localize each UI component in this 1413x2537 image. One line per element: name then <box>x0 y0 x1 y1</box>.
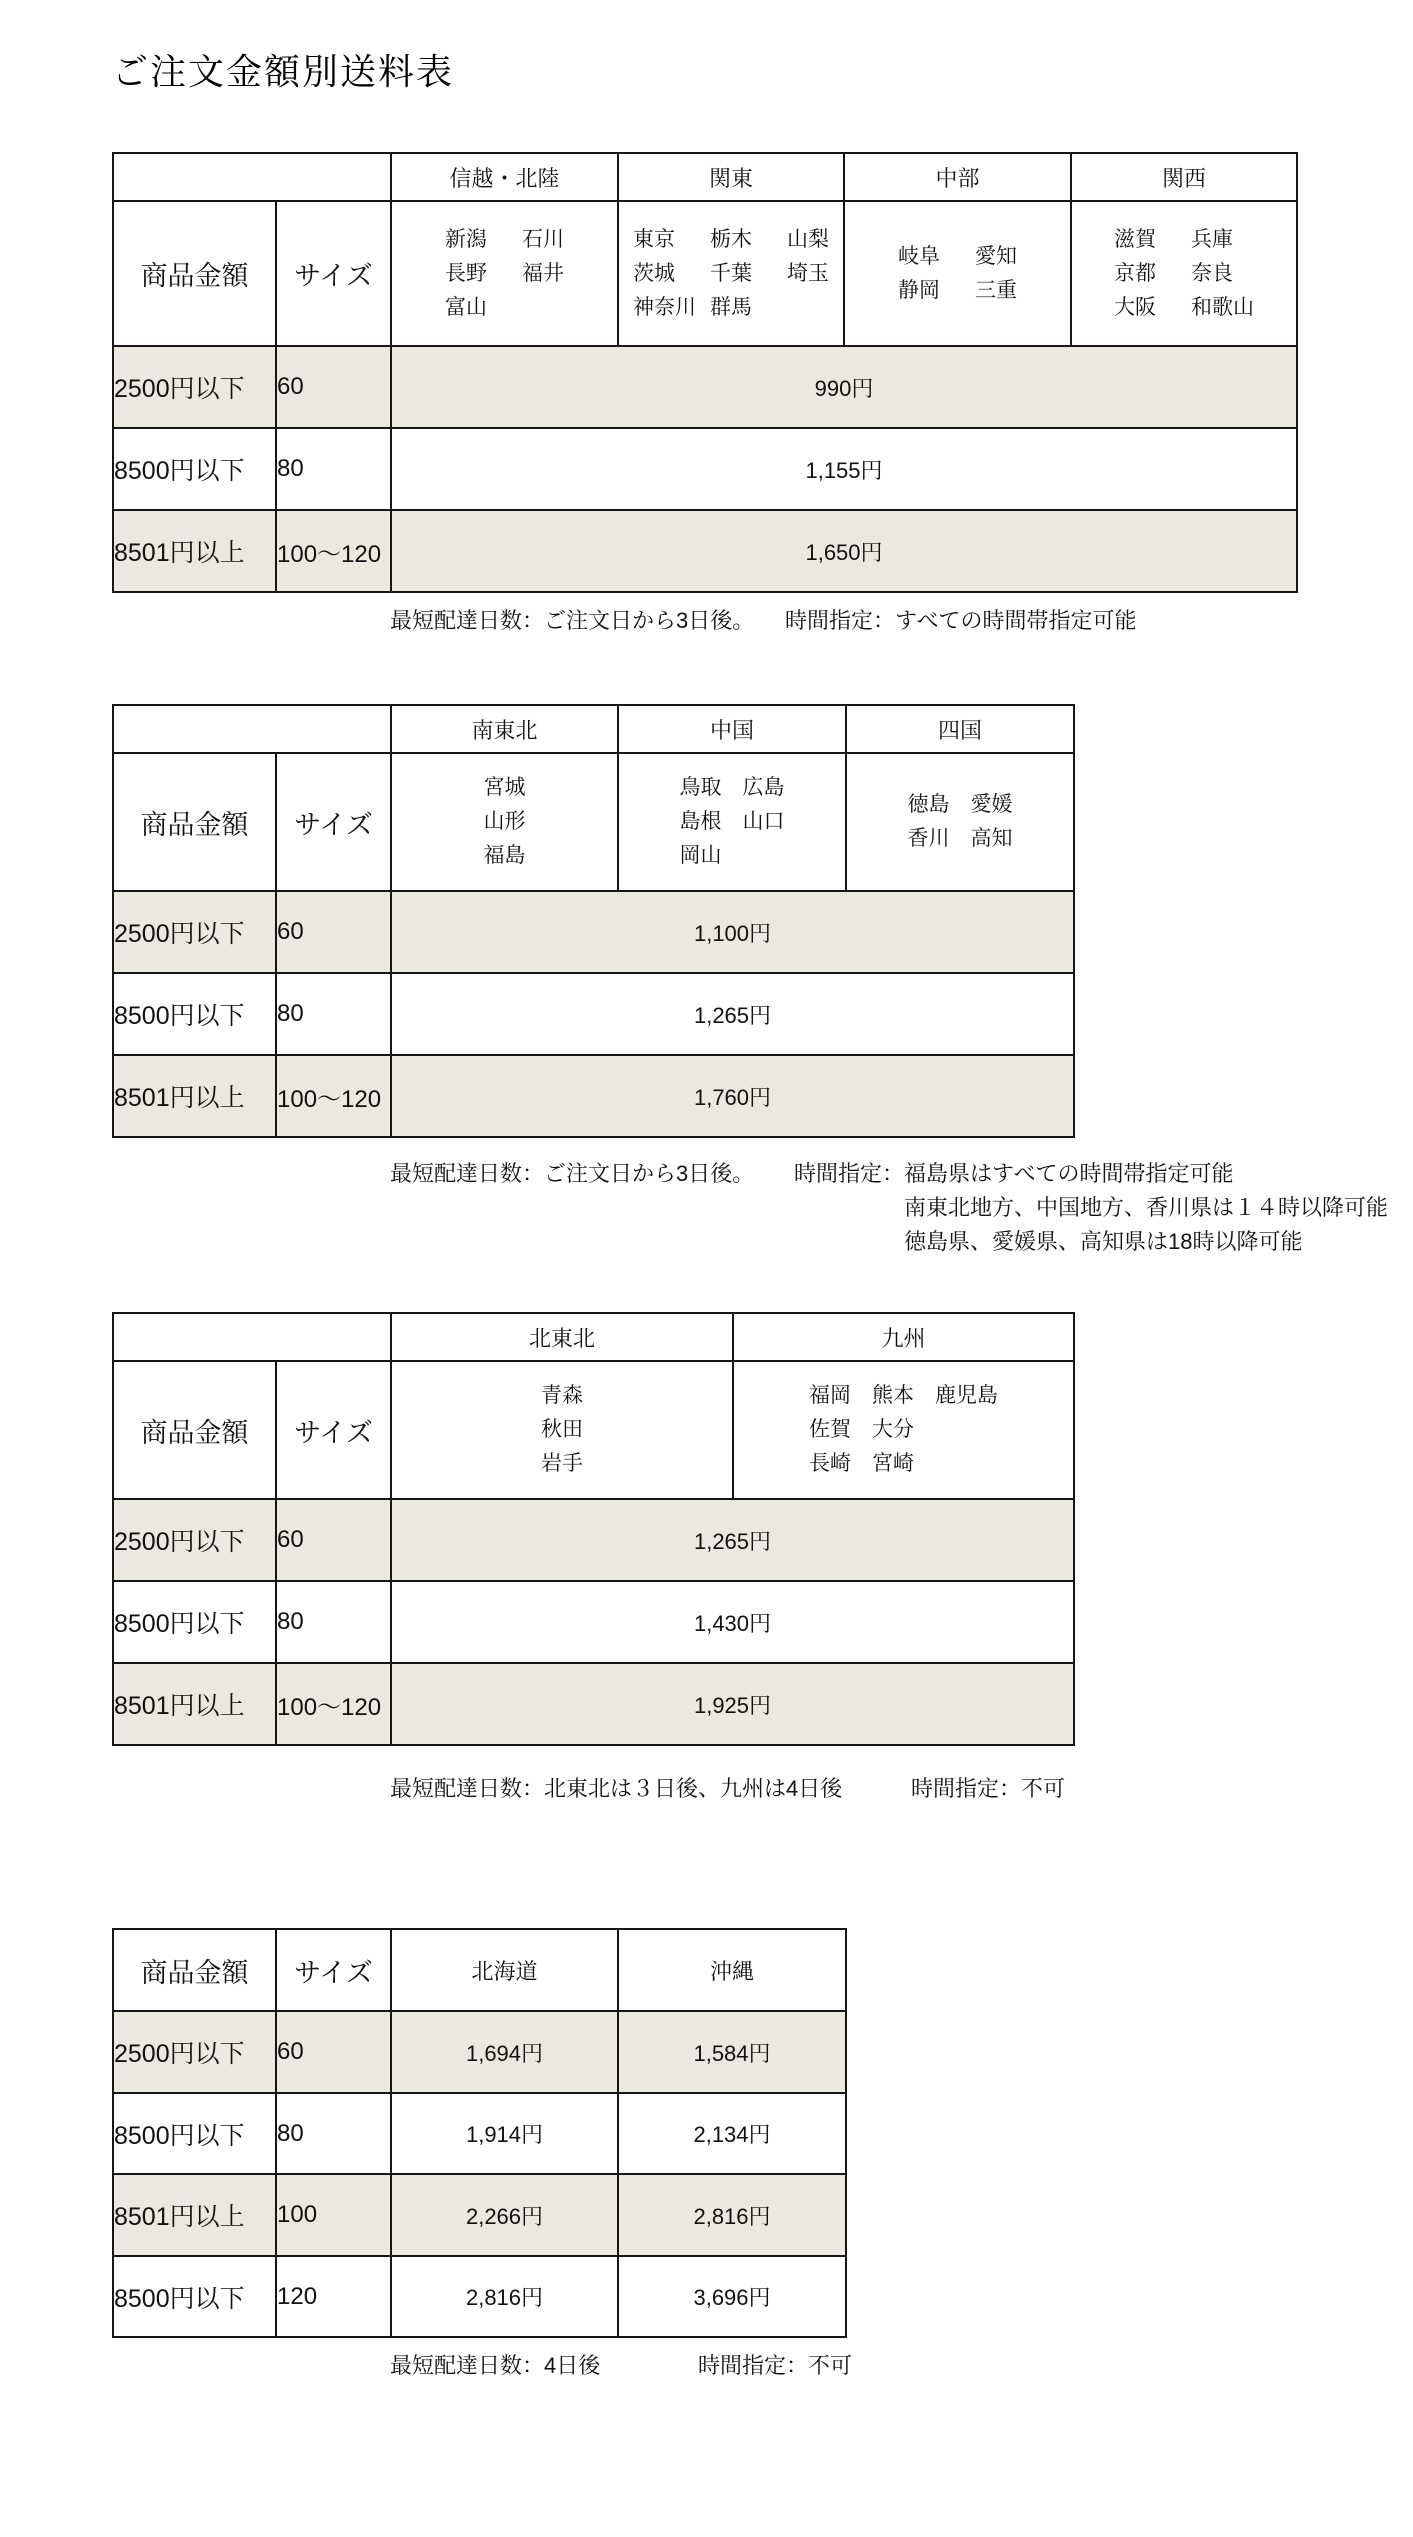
size-cell: 100〜120 <box>276 1663 391 1745</box>
size-cell: 60 <box>276 891 391 973</box>
prefecture-name: 千葉 <box>710 261 752 285</box>
amount-range-cell: 8500円以下 <box>113 2256 276 2337</box>
shipping-table-kitatohoku-kyushu <box>112 1312 1075 1746</box>
amount-range-cell: 8500円以下 <box>113 973 276 1055</box>
fee-row <box>113 973 1074 1055</box>
size-cell: 80 <box>276 973 391 1055</box>
prefecture-cell <box>391 1361 733 1499</box>
prefecture-column <box>898 240 975 308</box>
prefecture-column <box>680 771 743 873</box>
amount-header: 商品金額 <box>113 201 276 346</box>
shipping-table-minamitohoku-chugoku-shikoku <box>112 704 1075 1138</box>
prefecture-column <box>1114 223 1191 325</box>
prefecture-name: 三重 <box>975 278 1017 302</box>
amount-range-cell: 8501円以上 <box>113 1663 276 1745</box>
prefecture-name: 宮崎 <box>872 1452 914 1475</box>
size-header: サイズ <box>276 201 391 346</box>
prefecture-name: 茨城 <box>633 261 675 285</box>
prefecture-name: 香川 <box>907 827 950 850</box>
table-corner-spacer <box>113 705 391 753</box>
region-header: 北東北 <box>391 1313 733 1361</box>
fee-row <box>113 1581 1074 1663</box>
region-header: 関東 <box>618 153 844 201</box>
prefecture-cell <box>846 753 1074 891</box>
prefecture-cell <box>1071 201 1297 346</box>
fee-row <box>113 1663 1074 1745</box>
region-header: 沖縄 <box>618 1929 846 2011</box>
prefecture-name: 鳥取 <box>679 776 722 799</box>
prefecture-column <box>787 223 829 291</box>
prefecture-cell <box>391 753 618 891</box>
size-header: サイズ <box>276 753 391 891</box>
prefecture-name: 愛媛 <box>970 793 1013 816</box>
column-header-row <box>113 753 1074 891</box>
prefecture-name: 山形 <box>483 810 526 833</box>
fee-row <box>113 2011 846 2093</box>
prefecture-name: 和歌山 <box>1191 295 1254 319</box>
prefecture-column <box>484 771 526 873</box>
prefecture-column <box>971 788 1013 856</box>
prefecture-name: 福島 <box>483 844 526 867</box>
prefecture-name: 長崎 <box>809 1452 851 1475</box>
fee-row <box>113 2174 846 2256</box>
prefecture-name: 岐阜 <box>898 244 940 268</box>
price-cell: 1,925円 <box>391 1663 1074 1745</box>
note-time-line: 時間指定：不可 <box>698 2353 853 2378</box>
prefecture-column <box>522 223 564 291</box>
prefecture-name: 広島 <box>742 776 785 799</box>
size-cell: 120 <box>276 2256 391 2337</box>
size-cell: 60 <box>276 1499 391 1581</box>
region-header: 北海道 <box>391 1929 618 2011</box>
prefecture-column <box>975 240 1017 308</box>
fee-row <box>113 2256 846 2337</box>
region-header: 四国 <box>846 705 1074 753</box>
prefecture-name: 石川 <box>522 227 564 251</box>
prefecture-name: 福岡 <box>809 1384 851 1407</box>
prefecture-column <box>935 1379 998 1413</box>
amount-range-cell: 8501円以上 <box>113 1055 276 1137</box>
prefecture-cell <box>733 1361 1074 1499</box>
prefecture-name: 青森 <box>541 1384 583 1407</box>
amount-header: 商品金額 <box>113 753 276 891</box>
region-header: 九州 <box>733 1313 1074 1361</box>
prefecture-column <box>541 1379 583 1481</box>
prefecture-name: 岡山 <box>679 844 722 867</box>
amount-range-cell: 8501円以上 <box>113 2174 276 2256</box>
table-corner-spacer <box>113 153 391 201</box>
prefecture-cell <box>618 753 846 891</box>
amount-range-cell: 2500円以下 <box>113 1499 276 1581</box>
prefecture-name: 神奈川 <box>633 295 696 319</box>
price-cell: 1,694円 <box>391 2011 618 2093</box>
amount-range-cell: 8501円以上 <box>113 510 276 592</box>
prefecture-name: 東京 <box>633 227 675 251</box>
size-cell: 80 <box>276 1581 391 1663</box>
region-header-row <box>113 1313 1074 1361</box>
prefecture-cell <box>844 201 1071 346</box>
prefecture-name: 福井 <box>522 261 564 285</box>
prefecture-name: 群馬 <box>710 295 752 319</box>
prefecture-column <box>743 771 785 839</box>
note-time-line: 南東北地方、中国地方、香川県は１４時以降可能 <box>904 1195 1389 1220</box>
prefecture-name: 埼玉 <box>787 261 829 285</box>
region-header: 信越・北陸 <box>391 153 618 201</box>
column-header-row <box>113 1361 1074 1499</box>
price-cell: 1,265円 <box>391 973 1074 1055</box>
fee-row <box>113 1055 1074 1137</box>
prefecture-name: 高知 <box>970 827 1013 850</box>
prefecture-name: 新潟 <box>445 227 487 251</box>
note-time <box>785 604 1137 638</box>
size-header: サイズ <box>276 1929 391 2011</box>
prefecture-name: 山口 <box>742 810 785 833</box>
note-delivery: 最短配達日数：ご注文日から3日後。 <box>390 1161 755 1186</box>
price-cell: 990円 <box>391 346 1297 428</box>
price-cell: 1,914円 <box>391 2093 618 2174</box>
size-cell: 60 <box>276 346 391 428</box>
fee-row <box>113 891 1074 973</box>
region-header: 関西 <box>1071 153 1297 201</box>
size-cell: 100〜120 <box>276 1055 391 1137</box>
note-delivery: 最短配達日数：ご注文日から3日後。 <box>390 608 755 633</box>
amount-range-cell: 8500円以下 <box>113 1581 276 1663</box>
prefecture-name: 大阪 <box>1114 295 1156 319</box>
prefecture-column <box>1191 223 1254 325</box>
region-header: 中部 <box>844 153 1071 201</box>
fee-row <box>113 2093 846 2174</box>
prefecture-name: 秋田 <box>541 1418 583 1441</box>
prefecture-name: 富山 <box>445 295 487 319</box>
prefecture-name: 京都 <box>1114 261 1156 285</box>
note-delivery: 最短配達日数：北東北は３日後、九州は4日後 <box>390 1776 843 1801</box>
prefecture-name: 兵庫 <box>1191 227 1233 251</box>
fee-row <box>113 1499 1074 1581</box>
amount-range-cell: 2500円以下 <box>113 346 276 428</box>
prefecture-name: 徳島 <box>907 793 950 816</box>
note-time <box>698 2349 852 2383</box>
prefecture-name: 岩手 <box>541 1452 583 1475</box>
price-cell: 1,155円 <box>391 428 1297 510</box>
prefecture-column <box>872 1379 935 1481</box>
price-cell: 1,430円 <box>391 1581 1074 1663</box>
column-header-row <box>113 201 1297 346</box>
note-time-line: 徳島県、愛媛県、高知県は18時以降可能 <box>904 1229 1303 1254</box>
amount-header: 商品金額 <box>113 1361 276 1499</box>
table-corner-spacer <box>113 1313 391 1361</box>
prefecture-name: 奈良 <box>1191 261 1233 285</box>
size-cell: 80 <box>276 428 391 510</box>
note-time <box>911 1772 1065 1806</box>
prefecture-name: 滋賀 <box>1114 227 1156 251</box>
size-header: サイズ <box>276 1361 391 1499</box>
note-time-line: 時間指定：福島県はすべての時間帯指定可能 <box>794 1161 1234 1186</box>
prefecture-column <box>710 223 787 325</box>
prefecture-column <box>633 223 710 325</box>
region-header: 中国 <box>618 705 846 753</box>
shipping-table-hokkaido-okinawa <box>112 1928 847 2338</box>
prefecture-column <box>445 223 522 325</box>
price-cell: 2,816円 <box>618 2174 846 2256</box>
note-time-line: 時間指定：不可 <box>911 1776 1066 1801</box>
price-cell: 2,816円 <box>391 2256 618 2337</box>
prefecture-cell <box>618 201 844 346</box>
size-cell: 80 <box>276 2093 391 2174</box>
prefecture-name: 鹿児島 <box>935 1384 998 1407</box>
prefecture-name: 愛知 <box>975 244 1017 268</box>
amount-range-cell: 8500円以下 <box>113 428 276 510</box>
price-cell: 1,760円 <box>391 1055 1074 1137</box>
region-header-row <box>113 153 1297 201</box>
size-cell: 100 <box>276 2174 391 2256</box>
prefecture-name: 栃木 <box>710 227 752 251</box>
prefecture-name: 長野 <box>445 261 487 285</box>
price-cell: 2,266円 <box>391 2174 618 2256</box>
prefecture-name: 佐賀 <box>809 1418 851 1441</box>
prefecture-name: 静岡 <box>898 278 940 302</box>
price-cell: 3,696円 <box>618 2256 846 2337</box>
price-cell: 1,650円 <box>391 510 1297 592</box>
size-cell: 60 <box>276 2011 391 2093</box>
price-cell: 1,100円 <box>391 891 1074 973</box>
prefecture-name: 大分 <box>872 1418 914 1441</box>
prefecture-name: 山梨 <box>787 227 829 251</box>
amount-range-cell: 2500円以下 <box>113 891 276 973</box>
amount-range-cell: 2500円以下 <box>113 2011 276 2093</box>
prefecture-column <box>809 1379 872 1481</box>
page-title: ご注文金額別送料表 <box>112 51 455 92</box>
amount-range-cell: 8500円以下 <box>113 2093 276 2174</box>
note-time-line: 時間指定：すべての時間帯指定可能 <box>785 608 1137 633</box>
note-delivery: 最短配達日数：4日後 <box>390 2353 601 2378</box>
prefecture-name: 熊本 <box>872 1384 914 1407</box>
fee-row <box>113 510 1297 592</box>
fee-row <box>113 346 1297 428</box>
prefecture-cell <box>391 201 618 346</box>
note-time <box>794 1157 1388 1259</box>
shipping-table-shinetsu-kanto-chubu-kansai <box>112 152 1298 593</box>
region-header: 南東北 <box>391 705 618 753</box>
prefecture-column <box>908 788 971 856</box>
prefecture-name: 宮城 <box>483 776 526 799</box>
prefecture-name: 島根 <box>679 810 722 833</box>
price-cell: 1,584円 <box>618 2011 846 2093</box>
region-header-row <box>113 705 1074 753</box>
amount-header: 商品金額 <box>113 1929 276 2011</box>
column-header-row <box>113 1929 846 2011</box>
size-cell: 100〜120 <box>276 510 391 592</box>
price-cell: 2,134円 <box>618 2093 846 2174</box>
fee-row <box>113 428 1297 510</box>
price-cell: 1,265円 <box>391 1499 1074 1581</box>
